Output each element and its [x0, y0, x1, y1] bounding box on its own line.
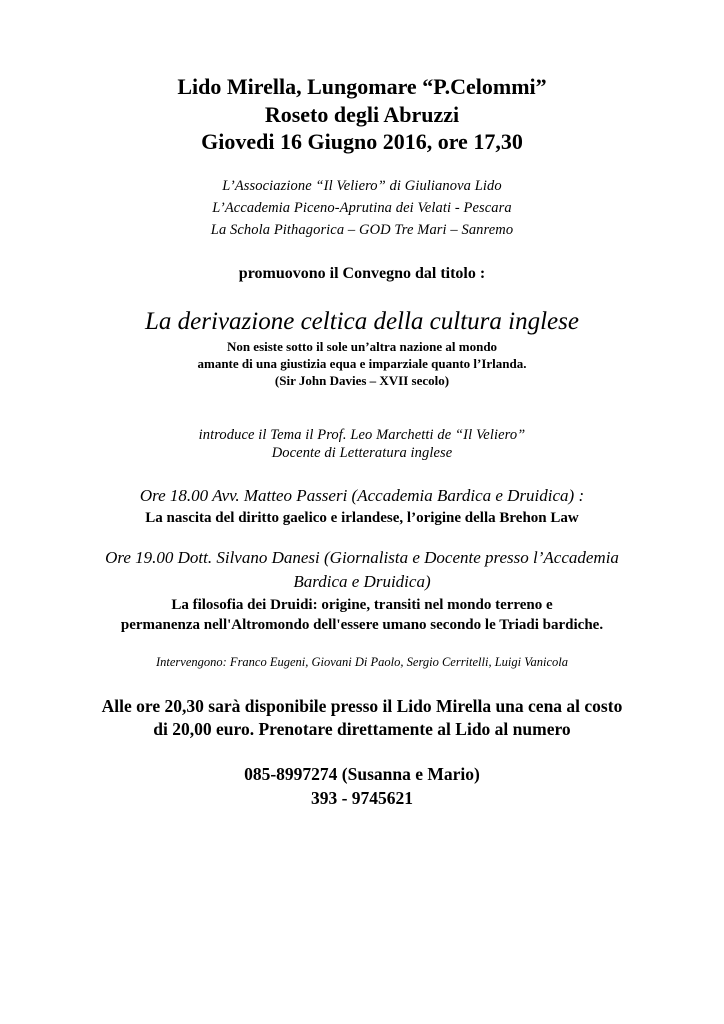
organizer-2: L’Accademia Piceno-Aprutina dei Velati - Pescara [212, 200, 512, 216]
introduction-line-1: introduce il Tema il Prof. Leo Marchetti de “Il Veliero” [198, 427, 526, 443]
talk1-speaker: Ore 18.00 Avv. Matteo Passeri (Accademia Bardica e Druidica) : [139, 486, 585, 505]
date-time-line: Giovedi 16 Giugno 2016, ore 17,30 [201, 129, 523, 154]
participants-line: Intervengono: Franco Eugeni, Giovani Di Paolo, Sergio Cerritelli, Luigi Vanicola [156, 655, 568, 669]
conference-title: La derivazione celtica della cultura inglese [145, 308, 579, 335]
organizer-3: La Schola Pithagorica – GOD Tre Mari – Sanremo [210, 222, 514, 238]
city-line: Roseto degli Abruzzi [264, 102, 460, 127]
quote-line-2: amante di una giustizia equa e imparziale quanto l’Irlanda. [197, 356, 527, 371]
talk1-topic: La nascita del diritto gaelico e irlandese, l’origine della Brehon Law [145, 510, 579, 526]
quote-line-1: Non esiste sotto il sole un’altra nazione al mondo [226, 339, 498, 354]
contact-phone-1: 085-8997274 (Susanna e Mario) [244, 764, 480, 784]
talk2-speaker-line-2: Bardica e Druidica) [293, 572, 431, 591]
talk2-speaker-line-1: Ore 19.00 Dott. Silvano Danesi (Giornalista e Docente presso l’Accademia [105, 548, 619, 567]
talk2-topic-line-1: La filosofia dei Druidi: origine, transiti nel mondo terreno e [171, 597, 553, 613]
promote-line: promuovono il Convegno dal titolo : [238, 265, 486, 282]
contact-phone-2: 393 - 9745621 [310, 788, 414, 808]
talk2-topic-line-2: permanenza nell'Altromondo dell'essere umano secondo le Triadi bardiche. [120, 617, 604, 633]
quote-attribution: (Sir John Davies – XVII secolo) [274, 373, 450, 388]
dinner-line-1: Alle ore 20,30 sarà disponibile presso il Lido Mirella una cena al costo [101, 696, 623, 716]
venue-line: Lido Mirella, Lungomare “P.Celommi” [177, 74, 547, 99]
introduction-line-2: Docente di Letteratura inglese [271, 445, 453, 461]
dinner-line-2: di 20,00 euro. Prenotare direttamente al Lido al numero [153, 719, 571, 739]
organizer-1: L’Associazione “Il Veliero” di Giulianova Lido [222, 178, 502, 194]
